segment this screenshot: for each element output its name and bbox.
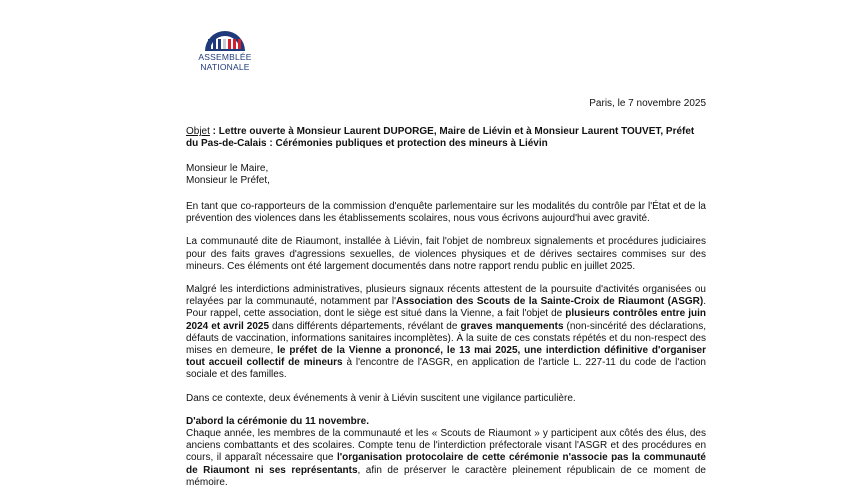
logo-line1: ASSEMBLÉE [198, 52, 252, 62]
p3-text-4: (non-sincérité des déclarations, défauts de vaccination, informations sanitaires incomplètes). À la suite de ces constats répétés et du non-respect des mises en demeure, [186, 320, 706, 357]
subject-text: : Lettre ouverte à Monsieur Laurent DUPORGE, Maire de Liévin et à Monsieur Laurent TOUVET, Préfet du Pas-de-Calais : Cérémonies publiques et protection des mineurs à Liévin [186, 126, 695, 150]
paragraph-4: Dans ce contexte, deux événements à venir à Liévin suscitent une vigilance particulière. [186, 392, 576, 404]
p3-bold-3: graves manquements [460, 320, 564, 332]
salutation-line-2: Monsieur le Préfet, [186, 174, 270, 186]
letter-date: Paris, le 7 novembre 2025 [589, 98, 706, 109]
logo-line2: NATIONALE [200, 61, 250, 72]
s1-text-2: , afin de préserver le caractère pleinement républicain de ce moment de mémoire. [186, 464, 706, 488]
p3-bold-4: le préfet de la Vienne a prononcé, le 13 mai 2025, une interdiction définitive d'organiser tout accueil collectif de mineurs [186, 345, 706, 369]
s1-text-1: Chaque année, les membres de la communauté et les « Scouts de Riaumont » y participent aux côtés des élus, des anciens combattants et des scolaires. Compte tenu de l'interdiction préfectorale visant l'ASGR et des procédures en cours, il apparaît nécessaire que [186, 428, 706, 464]
p3-text-5: à l'encontre de l'ASGR, en application de l'article L. 227-11 du code de l'action sociale et des familles. [186, 357, 706, 381]
assemblee-nationale-logo [193, 27, 257, 72]
p3-text-1: Malgré les interdictions administratives, plusieurs signaux récents attestent de la poursuite d'activités organisées ou relayées par la communauté, notamment par l' [186, 284, 706, 308]
subject-label: Objet [186, 126, 210, 138]
paragraph-2: La communauté dite de Riaumont, installée à Liévin, fait l'objet de nombreux signalements et procédures judiciaires pour des faits graves d'agressions sexuelles, de violences physiques et de dérives sectaires commises sur des mineurs. Ces éléments ont été largement documentés dans notre rapport rendu public en juillet 2025. [186, 236, 706, 272]
paragraph-3 [186, 284, 706, 382]
section-ceremony [186, 416, 706, 489]
letter-subject [186, 126, 706, 150]
s1-bold-1: l'organisation protocolaire de cette cérémonie n'associe pas la communauté de Riaumont ni ses représentants [186, 452, 706, 476]
letter-body [186, 98, 706, 489]
p3-text-2: . Pour rappel, cette association, dont le siège est situé dans la Vienne, a fait l'objet de [186, 296, 706, 320]
salutation [186, 163, 706, 187]
p3-bold-2: plusieurs contrôles entre juin 2024 et avril 2025 [186, 308, 706, 332]
section-title: D'abord la cérémonie du 11 novembre. [186, 415, 369, 427]
p3-bold-1: Association des Scouts de la Sainte-Croix de Riaumont (ASGR) [396, 296, 704, 308]
p3-text-3: dans différents départements, révélant de [269, 320, 461, 332]
salutation-line-1: Monsieur le Maire, [186, 162, 269, 174]
paragraph-1: En tant que co-rapporteurs de la commission d'enquête parlementaire sur les modalités du contrôle par l'État et de la prévention des violences dans les établissements scolaires, nous vous écrivons aujourd'hui avec gravité. [186, 201, 706, 225]
hemicycle-logo-icon [202, 27, 248, 53]
section-paragraph [186, 428, 706, 489]
